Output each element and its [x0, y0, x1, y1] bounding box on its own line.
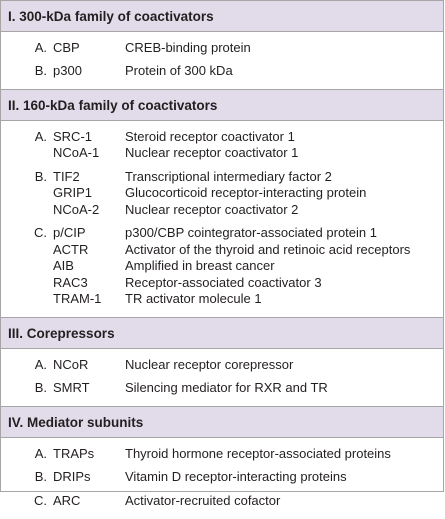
definition: p300/CBP cointegrator-associated protein 1	[125, 225, 377, 241]
abbreviation: RAC3	[53, 274, 88, 290]
table-row	[1, 201, 443, 218]
group-letter: B.	[34, 63, 47, 79]
definition: TR activator molecule 1	[125, 291, 262, 307]
table-row	[1, 258, 443, 275]
section-body	[1, 349, 443, 406]
abbreviation: SRC-1	[53, 128, 93, 144]
abbreviation: p300	[53, 63, 82, 79]
group	[1, 168, 443, 218]
abbreviation: NCoA-2	[53, 201, 100, 217]
abbreviation: DRIPs	[53, 469, 91, 485]
group-letter: B.	[34, 168, 47, 184]
table-row	[1, 185, 443, 202]
definition: Activator-recruited cofactor	[125, 492, 281, 508]
group	[1, 469, 443, 486]
group-letter: A.	[34, 445, 47, 461]
group-letter: C.	[34, 492, 47, 508]
group-letter: B.	[34, 469, 47, 485]
section-title: Mediator subunits	[27, 414, 144, 430]
table-row	[1, 39, 443, 56]
section-title: Corepressors	[26, 325, 115, 341]
definition: Protein of 300 kDa	[125, 63, 233, 79]
table-row	[1, 145, 443, 162]
section-numeral: III.	[8, 325, 24, 341]
abbreviation: GRIP1	[53, 185, 93, 201]
definition: Nuclear receptor coactivator 2	[125, 201, 299, 217]
section-title: 160-kDa family of coactivators	[23, 97, 218, 113]
table-row	[1, 225, 443, 242]
definition: CREB-binding protein	[125, 39, 251, 55]
group	[1, 356, 443, 373]
section-corepressors	[1, 317, 443, 406]
table-row	[1, 168, 443, 185]
section-header	[1, 90, 443, 121]
table-row	[1, 469, 443, 486]
definition: Amplified in breast cancer	[125, 258, 275, 274]
abbreviation: ARC	[53, 492, 81, 508]
definition: Activator of the thyroid and retinoic acid receptors	[125, 241, 411, 257]
group-letter: C.	[34, 225, 47, 241]
group	[1, 225, 443, 308]
definition: Silencing mediator for RXR and TR	[125, 380, 328, 396]
table-row	[1, 356, 443, 373]
section-mediator-subunits	[1, 406, 443, 519]
section-numeral: IV.	[8, 414, 24, 430]
abbreviation: TIF2	[53, 168, 80, 184]
section-body	[1, 438, 443, 519]
definition: Nuclear receptor corepressor	[125, 356, 294, 372]
group	[1, 445, 443, 462]
section-160kda	[1, 89, 443, 317]
definition: Receptor-associated coactivator 3	[125, 274, 322, 290]
definition: Transcriptional intermediary factor 2	[125, 168, 332, 184]
abbreviation: NCoA-1	[53, 145, 100, 161]
definition: Nuclear receptor coactivator 1	[125, 145, 299, 161]
section-300kda	[1, 1, 443, 89]
section-header	[1, 1, 443, 32]
group-letter: A.	[34, 356, 47, 372]
section-title: 300-kDa family of coactivators	[19, 8, 214, 24]
section-numeral: II.	[8, 97, 20, 113]
group	[1, 492, 443, 509]
abbreviation: CBP	[53, 39, 80, 55]
group	[1, 63, 443, 80]
section-header	[1, 318, 443, 349]
section-body	[1, 121, 443, 317]
group-letter: A.	[34, 39, 47, 55]
definition: Steroid receptor coactivator 1	[125, 128, 295, 144]
abbreviation: SMRT	[53, 380, 90, 396]
section-numeral: I.	[8, 8, 16, 24]
group	[1, 380, 443, 397]
abbreviation: TRAM-1	[53, 291, 102, 307]
section-body	[1, 32, 443, 89]
definition: Vitamin D receptor-interacting proteins	[125, 469, 347, 485]
group-letter: A.	[34, 128, 47, 144]
group-letter: B.	[34, 380, 47, 396]
table-row	[1, 63, 443, 80]
table-row	[1, 128, 443, 145]
table-row	[1, 445, 443, 462]
group	[1, 39, 443, 56]
abbreviation: ACTR	[53, 241, 89, 257]
table-row	[1, 492, 443, 509]
group	[1, 128, 443, 161]
table-row	[1, 274, 443, 291]
table-row	[1, 291, 443, 308]
definition: Thyroid hormone receptor-associated proteins	[125, 445, 391, 461]
table-row	[1, 380, 443, 397]
abbreviation: p/CIP	[53, 225, 86, 241]
abbreviation: NCoR	[53, 356, 89, 372]
abbreviation: TRAPs	[53, 445, 95, 461]
abbreviation: AIB	[53, 258, 74, 274]
table-row	[1, 241, 443, 258]
section-header	[1, 407, 443, 438]
definition: Glucocorticoid receptor-interacting protein	[125, 185, 367, 201]
